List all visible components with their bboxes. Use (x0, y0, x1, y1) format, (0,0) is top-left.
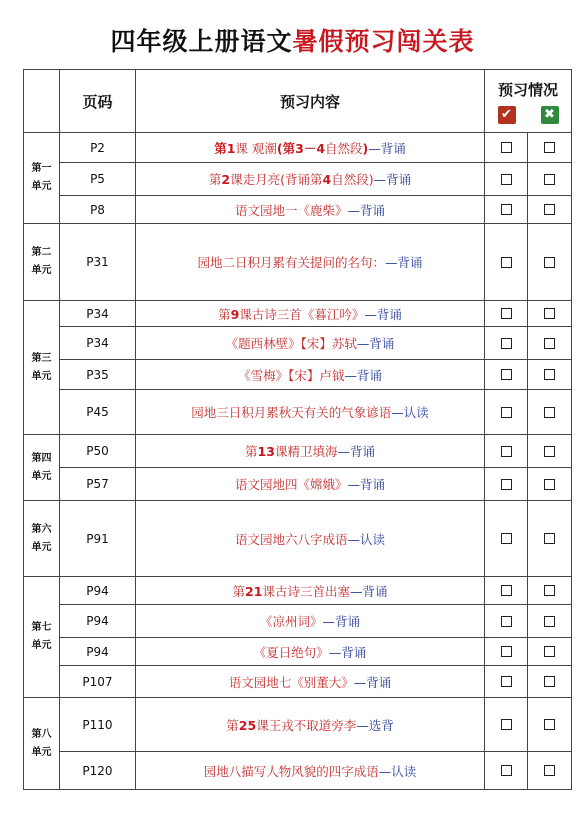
content-part: —背诵 (356, 336, 395, 351)
table-row (24, 638, 572, 666)
not-done-checkbox[interactable] (544, 616, 555, 627)
done-checkbox-cell (485, 133, 528, 163)
preview-table (23, 69, 572, 790)
check-icon: ✔ (498, 106, 516, 124)
content-part: —背诵 (373, 172, 412, 187)
content-part: —背诵 (353, 674, 392, 690)
not-done-checkbox[interactable] (544, 308, 555, 319)
not-done-checkbox-cell (528, 666, 572, 698)
done-checkbox-cell (485, 577, 528, 605)
table-body (24, 133, 572, 790)
content-part: 自然段 (325, 140, 363, 156)
content-part: —背诵 (368, 140, 406, 156)
page-number: P35 (60, 360, 136, 390)
preview-content (136, 752, 485, 790)
content-part: 第 (245, 444, 258, 459)
not-done-checkbox[interactable] (544, 369, 555, 380)
preview-content (136, 577, 485, 605)
content-part: —认读 (378, 763, 417, 779)
done-checkbox-cell (485, 163, 528, 196)
preview-content (136, 390, 485, 435)
page-number: P94 (60, 577, 136, 605)
done-checkbox-cell (485, 501, 528, 577)
unit-label-line2: 单元 (31, 370, 52, 382)
page-number: P94 (60, 605, 136, 638)
unit-label (24, 501, 60, 577)
preview-content (136, 224, 485, 301)
preview-content (136, 435, 485, 468)
content-part: 园地二日积月累有关提问的名句： (197, 255, 385, 270)
content-part: ) (362, 140, 369, 156)
content-part: 课王戎不取道旁李 (256, 717, 357, 733)
done-checkbox[interactable] (501, 446, 512, 457)
content-header: 预习内容 (136, 70, 485, 133)
unit-label (24, 698, 60, 790)
content-part: (第3－4 (276, 140, 326, 156)
not-done-checkbox-cell (528, 360, 572, 390)
unit-label-line2: 单元 (31, 265, 52, 276)
content-part: 园地八描写人物风貌的四字成语 (203, 763, 379, 779)
preview-content (136, 163, 485, 196)
content-part: 第1 (214, 140, 236, 156)
unit-label (24, 577, 60, 698)
page-title (0, 22, 585, 58)
unit-label-line1: 第二 (31, 247, 52, 258)
content-part: —背诵 (364, 306, 402, 322)
not-done-checkbox-cell (528, 327, 572, 360)
unit-header (24, 70, 60, 133)
done-checkbox[interactable] (501, 533, 512, 544)
content-part: —背诵 (347, 477, 386, 492)
preview-content (136, 698, 485, 752)
page-number: P110 (60, 698, 136, 752)
unit-label-line2: 单元 (31, 470, 52, 482)
table-row (24, 577, 572, 605)
done-checkbox[interactable] (501, 369, 512, 380)
table-row (24, 133, 572, 163)
done-checkbox[interactable] (501, 338, 512, 349)
content-part: 《题西林壁》【宋】苏轼 (225, 336, 357, 351)
table-row (24, 224, 572, 301)
not-done-checkbox-cell (528, 435, 572, 468)
not-done-checkbox-cell (528, 163, 572, 196)
content-part: 课 观潮 (235, 140, 277, 156)
table-row (24, 501, 572, 577)
unit-label-line1: 第一 (31, 163, 52, 174)
done-checkbox[interactable] (501, 479, 512, 490)
table-row (24, 468, 572, 501)
content-part: 自然段) (331, 172, 374, 187)
unit-label (24, 301, 60, 435)
preview-content (136, 196, 485, 224)
not-done-checkbox-cell (528, 301, 572, 327)
done-checkbox[interactable] (501, 616, 512, 627)
status-header (485, 70, 572, 133)
not-done-checkbox[interactable] (544, 338, 555, 349)
preview-content (136, 666, 485, 698)
preview-content (136, 360, 485, 390)
content-part: 语文园地六八字成语 (234, 531, 348, 547)
content-part: 21 (245, 583, 263, 599)
table-row (24, 435, 572, 468)
preview-content (136, 501, 485, 577)
page-number: P34 (60, 327, 136, 360)
unit-label (24, 224, 60, 301)
unit-label-line1: 第七 (31, 622, 52, 633)
page-number: P5 (60, 163, 136, 196)
not-done-checkbox-cell (528, 638, 572, 666)
done-checkbox-cell (485, 638, 528, 666)
done-checkbox-cell (485, 224, 528, 301)
status-header-label: 预习情况 (498, 80, 559, 99)
content-part: 《雪梅》【宋】卢钺 (238, 367, 345, 383)
not-done-checkbox-cell (528, 605, 572, 638)
not-done-checkbox[interactable] (544, 407, 555, 418)
page-header: 页码 (60, 70, 136, 133)
unit-label-line1: 第六 (31, 523, 52, 535)
content-part: 第 (218, 306, 231, 322)
not-done-checkbox-cell (528, 698, 572, 752)
page-number: P31 (60, 224, 136, 301)
content-part: 课古诗三首出塞 (262, 583, 350, 599)
done-checkbox[interactable] (501, 676, 512, 687)
not-done-checkbox[interactable] (544, 719, 555, 730)
done-checkbox-cell (485, 196, 528, 224)
content-part: 课走月亮(背诵第 (230, 172, 323, 187)
done-checkbox[interactable] (501, 407, 512, 418)
content-part: 语文园地一《鹿柴》 (234, 202, 348, 218)
content-part: —背诵 (349, 583, 388, 599)
preview-content (136, 605, 485, 638)
page-number: P120 (60, 752, 136, 790)
not-done-checkbox-cell (528, 390, 572, 435)
done-checkbox-cell (485, 390, 528, 435)
not-done-checkbox-cell (528, 577, 572, 605)
table-row (24, 698, 572, 752)
table-row (24, 196, 572, 224)
content-part: 9 (230, 306, 240, 322)
done-checkbox-cell (485, 752, 528, 790)
unit-label (24, 133, 60, 224)
not-done-checkbox[interactable] (544, 676, 555, 687)
page-number: P50 (60, 435, 136, 468)
content-part: —背诵 (385, 255, 423, 270)
not-done-checkbox-cell (528, 501, 572, 577)
not-done-checkbox-cell (528, 196, 572, 224)
content-part: 课古诗三首《暮江吟》 (239, 306, 365, 322)
content-part: —认读 (347, 531, 386, 547)
not-done-checkbox[interactable] (544, 765, 555, 776)
content-part: 2 (221, 172, 231, 187)
page-number: P107 (60, 666, 136, 698)
content-part: 第 (226, 717, 239, 733)
content-part: 《凉州词》 (259, 614, 323, 629)
content-part: 第 (208, 172, 222, 187)
done-checkbox[interactable] (501, 646, 512, 657)
page-number: P57 (60, 468, 136, 501)
not-done-checkbox[interactable] (544, 174, 555, 185)
done-checkbox-cell (485, 435, 528, 468)
content-part: —选背 (356, 717, 394, 733)
preview-content (136, 638, 485, 666)
done-checkbox[interactable] (501, 204, 512, 215)
content-part: —背诵 (347, 202, 386, 218)
table-row (24, 360, 572, 390)
done-checkbox[interactable] (501, 257, 512, 268)
done-checkbox[interactable] (501, 174, 512, 185)
unit-label-line2: 单元 (31, 181, 52, 192)
cross-icon: ✖ (541, 106, 559, 124)
table-header-row (24, 70, 572, 133)
content-part: —认读 (391, 405, 429, 420)
not-done-checkbox[interactable] (544, 257, 555, 268)
content-part: 4 (322, 172, 332, 187)
content-part: 语文园地四《嫦娥》 (234, 477, 348, 492)
page-number: P34 (60, 301, 136, 327)
table-row (24, 666, 572, 698)
content-part: 语文园地七《别董大》 (228, 674, 354, 690)
not-done-checkbox[interactable] (544, 646, 555, 657)
done-checkbox-cell (485, 327, 528, 360)
unit-label-line2: 单元 (31, 640, 52, 651)
done-checkbox[interactable] (501, 719, 512, 730)
content-part: —背诵 (337, 444, 375, 459)
unit-label-line2: 单元 (31, 746, 52, 758)
unit-label-line1: 第八 (31, 728, 52, 740)
table-row (24, 327, 572, 360)
not-done-checkbox[interactable] (544, 585, 555, 596)
unit-label-line1: 第四 (31, 452, 52, 464)
unit-label-line1: 第三 (31, 352, 52, 364)
page-number: P91 (60, 501, 136, 577)
page-number: P8 (60, 196, 136, 224)
content-part: —背诵 (322, 614, 361, 629)
not-done-checkbox-cell (528, 752, 572, 790)
content-part: 13 (257, 444, 275, 459)
title-red: 暑假预习闯关表 (292, 27, 475, 56)
page-number: P45 (60, 390, 136, 435)
not-done-checkbox-cell (528, 133, 572, 163)
preview-content (136, 301, 485, 327)
table-row (24, 163, 572, 196)
content-part: 第 (232, 583, 246, 599)
done-checkbox-cell (485, 666, 528, 698)
title-black: 四年级上册语文 (110, 27, 293, 56)
unit-label-line2: 单元 (31, 541, 52, 553)
not-done-checkbox-cell (528, 224, 572, 301)
content-part: 课精卫填海 (274, 444, 338, 459)
content-part: 园地三日积月累秋天有关的气象谚语 (191, 405, 392, 420)
not-done-checkbox-cell (528, 468, 572, 501)
preview-content (136, 133, 485, 163)
not-done-checkbox[interactable] (544, 142, 555, 153)
unit-label (24, 435, 60, 501)
done-checkbox-cell (485, 468, 528, 501)
table-row (24, 390, 572, 435)
content-part: —背诵 (328, 644, 367, 660)
done-checkbox[interactable] (501, 142, 512, 153)
table-row (24, 752, 572, 790)
content-part: 25 (238, 717, 257, 733)
page-number: P2 (60, 133, 136, 163)
preview-content (136, 468, 485, 501)
done-checkbox[interactable] (501, 765, 512, 776)
done-checkbox-cell (485, 301, 528, 327)
content-part: —背诵 (344, 367, 382, 383)
table-row (24, 605, 572, 638)
table-row (24, 301, 572, 327)
not-done-checkbox[interactable] (544, 479, 555, 490)
page-number: P94 (60, 638, 136, 666)
not-done-checkbox[interactable] (544, 204, 555, 215)
not-done-checkbox[interactable] (544, 533, 555, 544)
not-done-checkbox[interactable] (544, 446, 555, 457)
done-checkbox-cell (485, 605, 528, 638)
preview-content (136, 327, 485, 360)
done-checkbox[interactable] (501, 308, 512, 319)
done-checkbox-cell (485, 698, 528, 752)
content-part: 《夏日绝句》 (253, 644, 329, 660)
done-checkbox[interactable] (501, 585, 512, 596)
done-checkbox-cell (485, 360, 528, 390)
